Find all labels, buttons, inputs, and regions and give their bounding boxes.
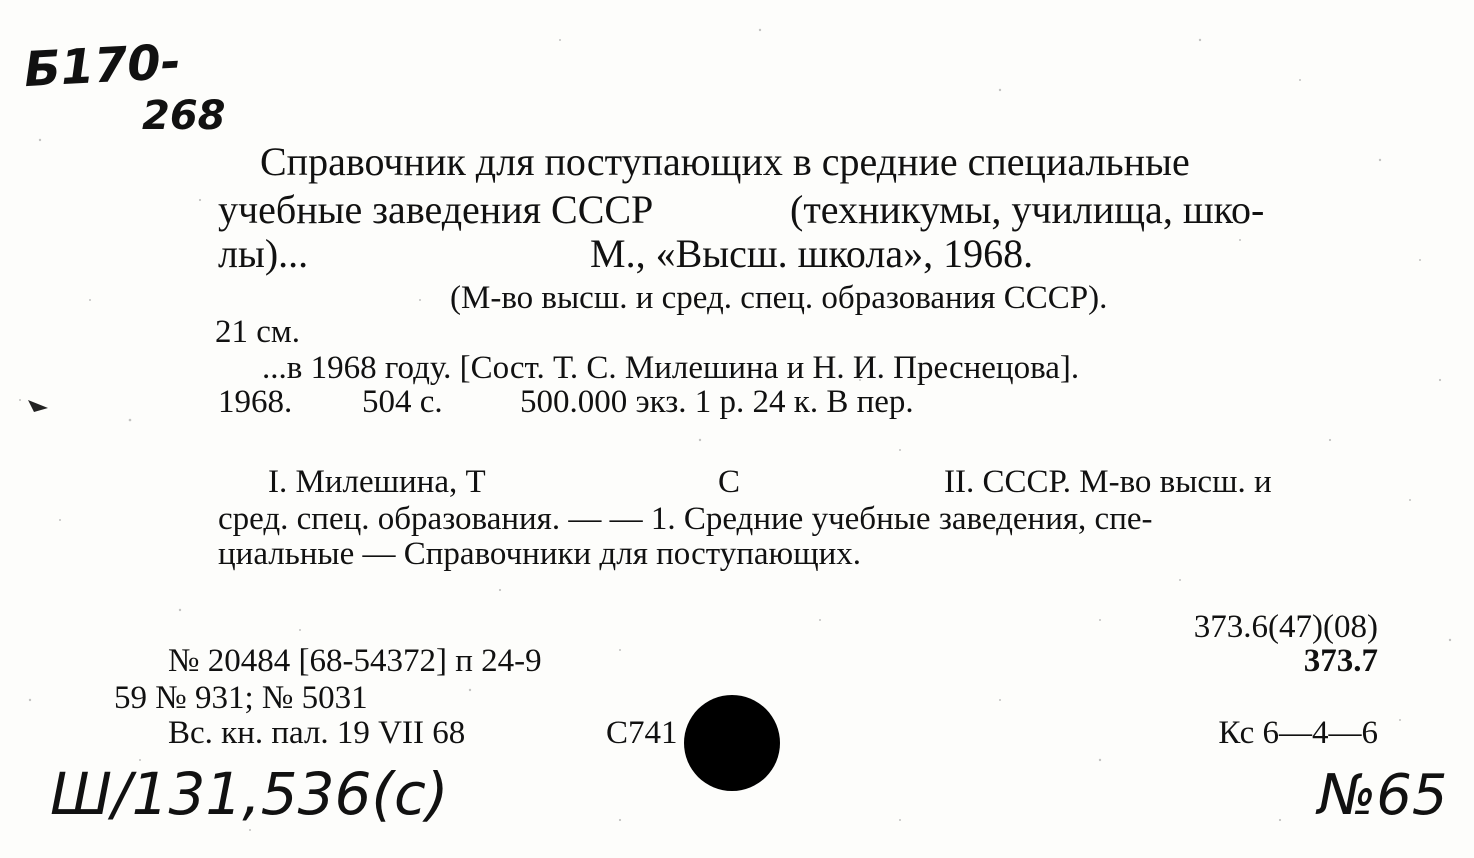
handwritten-shelfmark: Б170- — [22, 33, 183, 99]
card-numbers: 59 № 931; № 5031 — [114, 680, 368, 716]
compilers-note: ...в 1968 году. [Сост. Т. С. Милешина и Н. И. Преснецова]. — [262, 350, 1080, 386]
size-statement: 21 см. — [215, 314, 301, 350]
title-line-2a: учебные заведения СССР — [218, 187, 654, 232]
tracing-line-3: циальные — Справочники для поступающих. — [218, 536, 862, 572]
card-code: С741 — [606, 715, 678, 751]
handwritten-shelfmark-sub: 268 — [142, 93, 226, 139]
book-chamber: Вс. кн. пал. 19 VII 68 — [168, 715, 466, 751]
tracing-corporate: II. СССР. М-во высш. и — [944, 464, 1272, 500]
pages: 504 с. — [362, 384, 443, 420]
imprint: М., «Высш. школа», 1968. — [590, 231, 1034, 276]
tracing-author: I. Милешина, Т — [268, 464, 486, 500]
print-run-price: 500.000 экз. 1 р. 24 к. В пер. — [520, 384, 914, 420]
title-line-2b: (техникумы, училища, шко- — [790, 187, 1265, 232]
year: 1968. — [218, 384, 293, 420]
title-line-3a: лы)... — [218, 231, 309, 276]
punch-hole — [684, 695, 780, 791]
handwritten-inventory-number: Ш/131,536(с) — [50, 760, 449, 828]
handwritten-number: №65 — [1318, 763, 1448, 828]
udc-number: 373.6(47)(08) — [1193, 609, 1378, 645]
tracing-author-initial: С — [718, 464, 741, 500]
title-line-1: Справочник для поступающих в средние специальные — [260, 139, 1190, 184]
tracing-line-2: сред. спец. образования. — — 1. Средние учебные заведения, спе- — [218, 501, 1153, 537]
ks-code: Кс 6—4—6 — [1218, 715, 1378, 751]
series-statement: (М-во высш. и сред. спец. образования СССР). — [450, 280, 1108, 316]
order-number: № 20484 [68-54372] п 24-9 — [168, 643, 542, 679]
udc-number-2: 373.7 — [1303, 643, 1378, 679]
